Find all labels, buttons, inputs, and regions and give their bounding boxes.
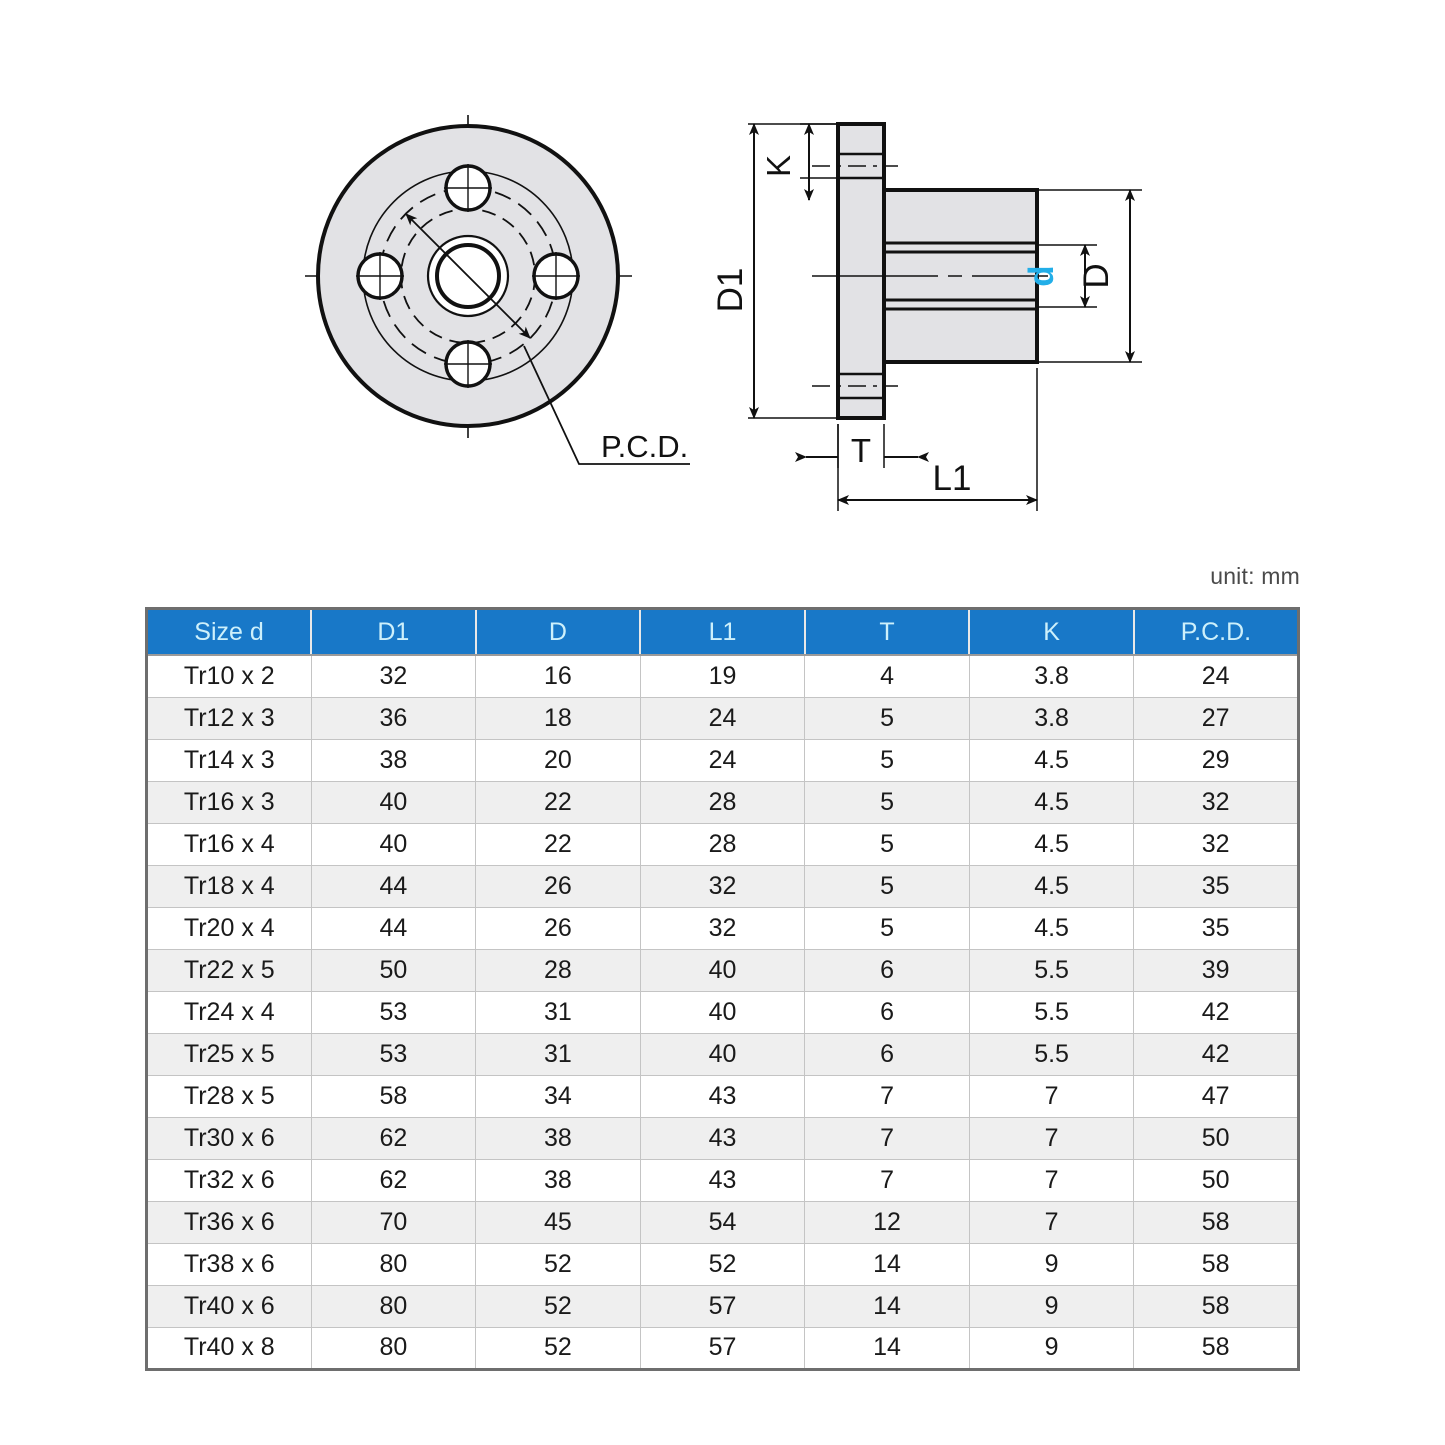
cell-P.C.D.: 50 xyxy=(1134,1117,1299,1159)
cell-T: 14 xyxy=(805,1327,970,1369)
table-row xyxy=(147,739,1299,781)
cell-T: 7 xyxy=(805,1159,970,1201)
table-row xyxy=(147,949,1299,991)
dimension-label-d: d xyxy=(1022,265,1061,287)
cell-L1: 40 xyxy=(640,1033,805,1075)
table-row xyxy=(147,1075,1299,1117)
cell-T: 5 xyxy=(805,781,970,823)
cell-size-d: Tr16 x 3 xyxy=(147,781,312,823)
table-body xyxy=(147,655,1299,1369)
cell-size-d: Tr25 x 5 xyxy=(147,1033,312,1075)
cell-D: 38 xyxy=(476,1117,641,1159)
cell-K: 4.5 xyxy=(969,739,1134,781)
table-row xyxy=(147,1327,1299,1369)
column-header-6: P.C.D. xyxy=(1134,609,1299,656)
cell-D1: 44 xyxy=(311,907,476,949)
cell-P.C.D.: 32 xyxy=(1134,781,1299,823)
cell-D1: 53 xyxy=(311,1033,476,1075)
cell-D1: 32 xyxy=(311,655,476,697)
cell-size-d: Tr20 x 4 xyxy=(147,907,312,949)
cell-P.C.D.: 27 xyxy=(1134,697,1299,739)
column-header-5: K xyxy=(969,609,1134,656)
cell-size-d: Tr24 x 4 xyxy=(147,991,312,1033)
cell-L1: 57 xyxy=(640,1327,805,1369)
cell-K: 4.5 xyxy=(969,823,1134,865)
pcd-callout-label: P.C.D. xyxy=(601,429,689,464)
dimension-label-D: D xyxy=(1077,263,1116,289)
dimension-label-T: T xyxy=(850,432,872,469)
cell-T: 5 xyxy=(805,907,970,949)
cell-P.C.D.: 42 xyxy=(1134,1033,1299,1075)
table-row xyxy=(147,991,1299,1033)
cell-T: 12 xyxy=(805,1201,970,1243)
cell-D1: 70 xyxy=(311,1201,476,1243)
cell-D1: 50 xyxy=(311,949,476,991)
dimension-table-wrapper xyxy=(145,607,1300,1371)
cell-D: 45 xyxy=(476,1201,641,1243)
cell-K: 7 xyxy=(969,1201,1134,1243)
table-row xyxy=(147,655,1299,697)
cell-D1: 62 xyxy=(311,1159,476,1201)
flange-front-view xyxy=(305,115,690,464)
cell-D: 26 xyxy=(476,907,641,949)
cell-T: 14 xyxy=(805,1243,970,1285)
cell-L1: 24 xyxy=(640,697,805,739)
cell-P.C.D.: 24 xyxy=(1134,655,1299,697)
cell-T: 7 xyxy=(805,1075,970,1117)
cell-K: 9 xyxy=(969,1285,1134,1327)
column-header-3: L1 xyxy=(640,609,805,656)
cell-T: 6 xyxy=(805,1033,970,1075)
cell-P.C.D.: 35 xyxy=(1134,865,1299,907)
cell-D1: 40 xyxy=(311,781,476,823)
cell-D: 52 xyxy=(476,1327,641,1369)
cell-K: 7 xyxy=(969,1075,1134,1117)
dimension-T xyxy=(806,424,918,469)
cell-D: 22 xyxy=(476,781,641,823)
cell-K: 4.5 xyxy=(969,865,1134,907)
cell-P.C.D.: 47 xyxy=(1134,1075,1299,1117)
table-row xyxy=(147,1285,1299,1327)
cell-size-d: Tr22 x 5 xyxy=(147,949,312,991)
cell-P.C.D.: 58 xyxy=(1134,1285,1299,1327)
cell-T: 5 xyxy=(805,739,970,781)
cell-size-d: Tr36 x 6 xyxy=(147,1201,312,1243)
table-header-row xyxy=(147,609,1299,656)
cell-L1: 19 xyxy=(640,655,805,697)
cell-D: 22 xyxy=(476,823,641,865)
cell-D1: 80 xyxy=(311,1327,476,1369)
cell-D: 26 xyxy=(476,865,641,907)
dimension-table xyxy=(145,607,1300,1371)
dimension-label-K: K xyxy=(760,154,797,178)
cell-L1: 32 xyxy=(640,865,805,907)
cell-T: 6 xyxy=(805,949,970,991)
cell-T: 4 xyxy=(805,655,970,697)
dimension-label-D1: D1 xyxy=(711,267,750,313)
cell-P.C.D.: 35 xyxy=(1134,907,1299,949)
cell-T: 6 xyxy=(805,991,970,1033)
cell-D1: 44 xyxy=(311,865,476,907)
cell-D: 38 xyxy=(476,1159,641,1201)
cell-P.C.D.: 58 xyxy=(1134,1201,1299,1243)
flange-side-section-view xyxy=(711,124,1142,511)
cell-D: 31 xyxy=(476,991,641,1033)
table-row xyxy=(147,1243,1299,1285)
cell-D: 34 xyxy=(476,1075,641,1117)
cell-T: 14 xyxy=(805,1285,970,1327)
cell-D1: 36 xyxy=(311,697,476,739)
cell-D: 31 xyxy=(476,1033,641,1075)
cell-D1: 80 xyxy=(311,1243,476,1285)
unit-note: unit: mm xyxy=(1210,563,1300,589)
cell-size-d: Tr40 x 6 xyxy=(147,1285,312,1327)
cell-size-d: Tr28 x 5 xyxy=(147,1075,312,1117)
cell-D: 52 xyxy=(476,1285,641,1327)
cell-D1: 40 xyxy=(311,823,476,865)
cell-size-d: Tr32 x 6 xyxy=(147,1159,312,1201)
cell-size-d: Tr12 x 3 xyxy=(147,697,312,739)
cell-K: 9 xyxy=(969,1327,1134,1369)
cell-D1: 53 xyxy=(311,991,476,1033)
cell-P.C.D.: 42 xyxy=(1134,991,1299,1033)
cell-K: 5.5 xyxy=(969,1033,1134,1075)
cell-K: 9 xyxy=(969,1243,1134,1285)
cell-P.C.D.: 32 xyxy=(1134,823,1299,865)
cell-T: 5 xyxy=(805,865,970,907)
table-row xyxy=(147,697,1299,739)
table-row xyxy=(147,907,1299,949)
cell-T: 5 xyxy=(805,823,970,865)
cell-P.C.D.: 29 xyxy=(1134,739,1299,781)
cell-L1: 24 xyxy=(640,739,805,781)
column-header-2: D xyxy=(476,609,641,656)
cell-L1: 32 xyxy=(640,907,805,949)
cell-size-d: Tr38 x 6 xyxy=(147,1243,312,1285)
cell-L1: 40 xyxy=(640,949,805,991)
cell-L1: 28 xyxy=(640,781,805,823)
cell-P.C.D.: 39 xyxy=(1134,949,1299,991)
cell-L1: 40 xyxy=(640,991,805,1033)
cell-size-d: Tr18 x 4 xyxy=(147,865,312,907)
table-row xyxy=(147,1117,1299,1159)
table-row xyxy=(147,823,1299,865)
cell-K: 4.5 xyxy=(969,781,1134,823)
cell-D: 20 xyxy=(476,739,641,781)
cell-size-d: Tr14 x 3 xyxy=(147,739,312,781)
table-row xyxy=(147,1159,1299,1201)
cell-P.C.D.: 58 xyxy=(1134,1327,1299,1369)
cell-L1: 57 xyxy=(640,1285,805,1327)
table-header xyxy=(147,609,1299,656)
cell-K: 3.8 xyxy=(969,655,1134,697)
cell-P.C.D.: 58 xyxy=(1134,1243,1299,1285)
cell-L1: 43 xyxy=(640,1159,805,1201)
table-row xyxy=(147,865,1299,907)
cell-K: 3.8 xyxy=(969,697,1134,739)
cell-size-d: Tr16 x 4 xyxy=(147,823,312,865)
cell-D1: 58 xyxy=(311,1075,476,1117)
dimension-label-L1: L1 xyxy=(932,459,972,498)
cell-K: 7 xyxy=(969,1159,1134,1201)
cell-D: 28 xyxy=(476,949,641,991)
drawing-svg xyxy=(0,0,1445,560)
column-header-1: D1 xyxy=(311,609,476,656)
cell-size-d: Tr30 x 6 xyxy=(147,1117,312,1159)
cell-D: 16 xyxy=(476,655,641,697)
cell-L1: 52 xyxy=(640,1243,805,1285)
cell-D: 52 xyxy=(476,1243,641,1285)
cell-L1: 54 xyxy=(640,1201,805,1243)
cell-size-d: Tr40 x 8 xyxy=(147,1327,312,1369)
cell-D1: 62 xyxy=(311,1117,476,1159)
cell-L1: 43 xyxy=(640,1075,805,1117)
table-row xyxy=(147,781,1299,823)
cell-T: 5 xyxy=(805,697,970,739)
cell-K: 4.5 xyxy=(969,907,1134,949)
cell-L1: 43 xyxy=(640,1117,805,1159)
cell-K: 5.5 xyxy=(969,991,1134,1033)
column-header-4: T xyxy=(805,609,970,656)
cell-P.C.D.: 50 xyxy=(1134,1159,1299,1201)
cell-L1: 28 xyxy=(640,823,805,865)
column-header-0: Size d xyxy=(147,609,312,656)
technical-drawing xyxy=(0,0,1445,560)
table-row xyxy=(147,1033,1299,1075)
table-row xyxy=(147,1201,1299,1243)
cell-K: 7 xyxy=(969,1117,1134,1159)
cell-D: 18 xyxy=(476,697,641,739)
cell-K: 5.5 xyxy=(969,949,1134,991)
cell-D1: 80 xyxy=(311,1285,476,1327)
cell-size-d: Tr10 x 2 xyxy=(147,655,312,697)
cell-D1: 38 xyxy=(311,739,476,781)
cell-T: 7 xyxy=(805,1117,970,1159)
